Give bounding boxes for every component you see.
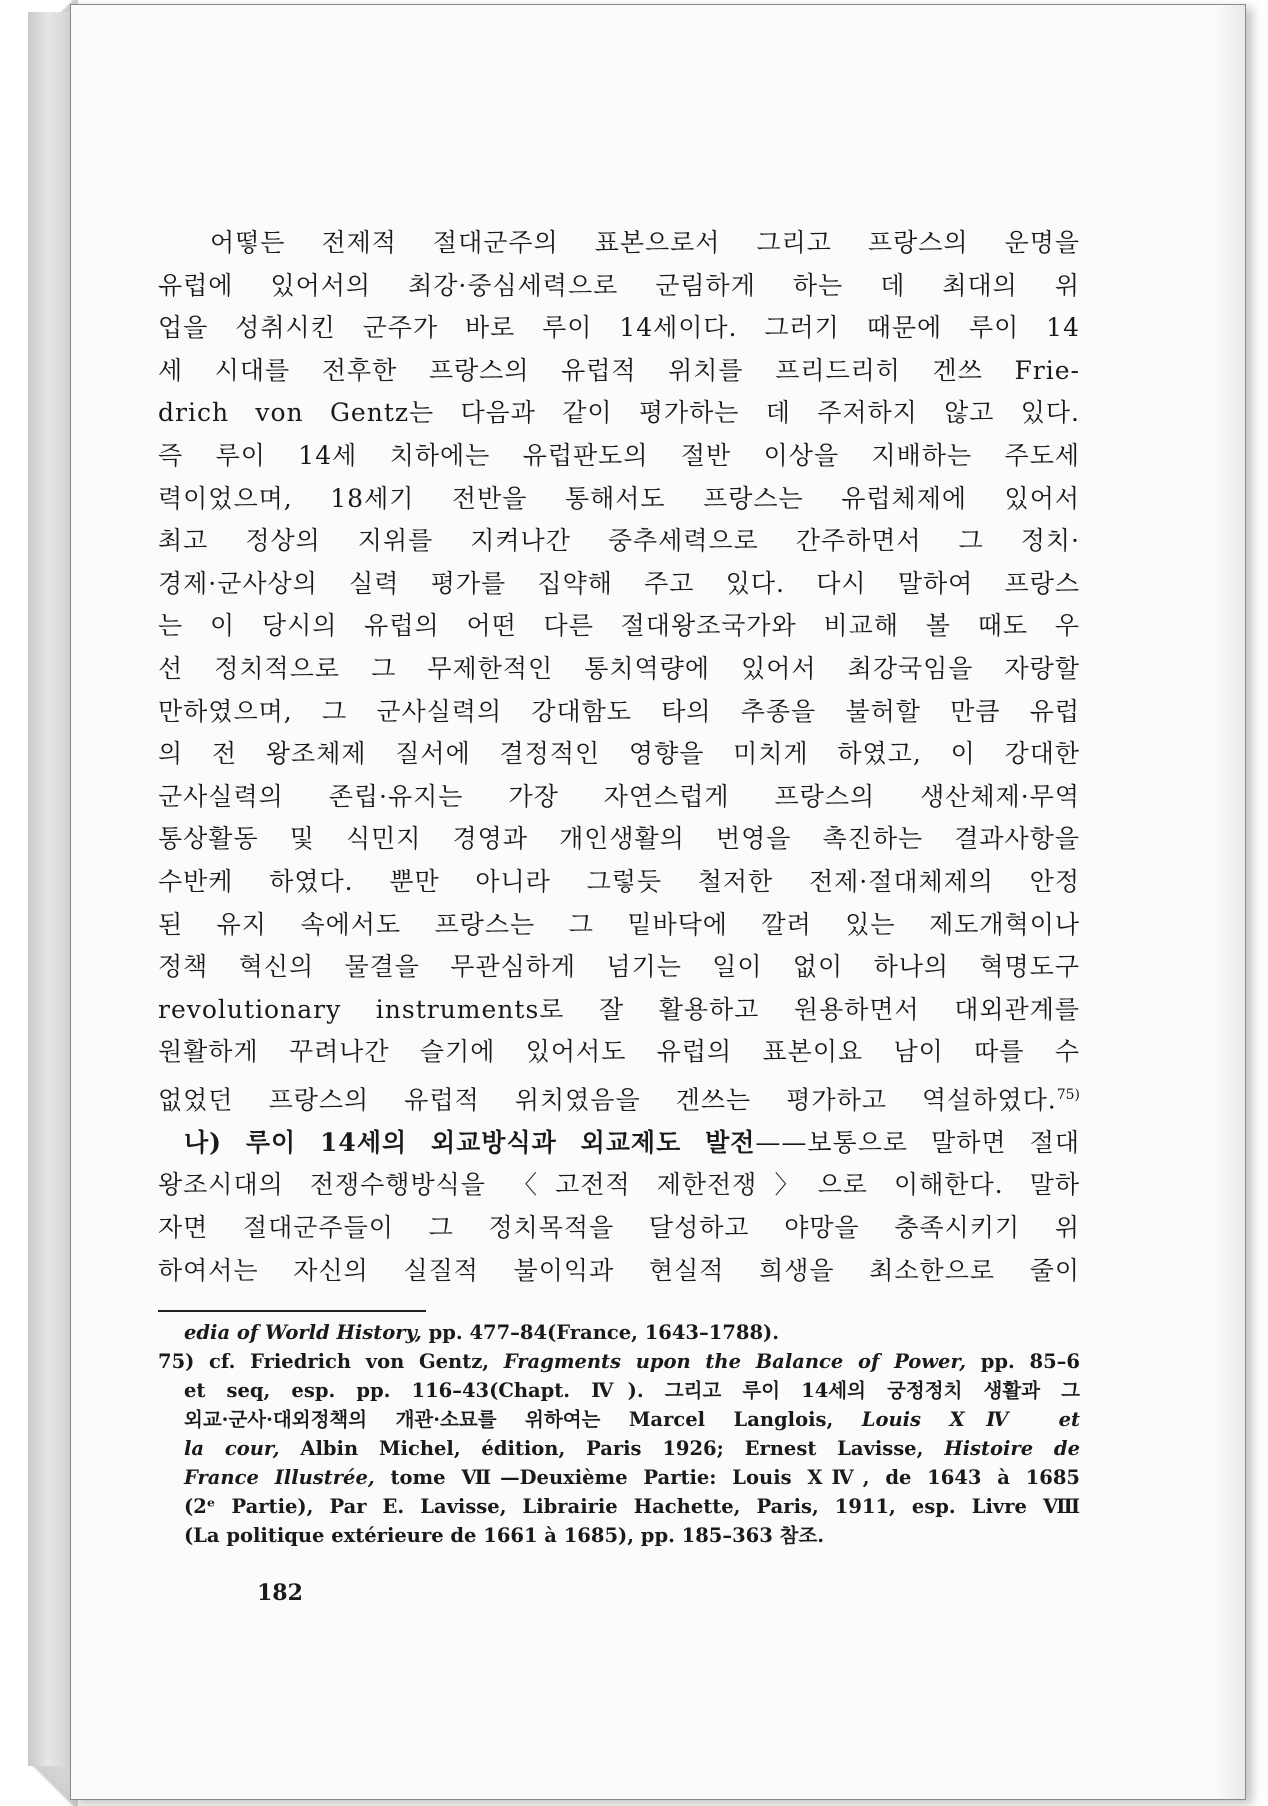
footnotes	[158, 1318, 1080, 1550]
section-line: 하여서는 자신의 실질적 불이익과 현실적 희생을 최소한으로 줄이	[158, 1255, 1080, 1285]
footnote-italic: Louis ⅩⅣ et	[861, 1408, 1081, 1431]
footnote-line: (La politique extérieure de 1661 à 1685), pp. 185–363 참조.	[184, 1524, 825, 1547]
body-line	[158, 1074, 1080, 1122]
footnote-line: (2ᵉ Partie), Par E. Lavisse, Librairie Hachette, Paris, 1911, esp. Livre Ⅷ	[184, 1495, 1080, 1518]
body-line: 선 정치적으로 그 무제한적인 통치역량에 있어서 최강국임을 자랑할	[158, 653, 1080, 683]
footnote-line	[158, 1434, 1080, 1463]
footnote-italic: edia of World History,	[184, 1321, 422, 1344]
section-heading: 나) 루이 14세의 외교방식과 외교제도 발전	[184, 1127, 756, 1157]
page-edge-shadow	[1215, 5, 1245, 1799]
body-line: 만하였으며, 그 군사실력의 강대함도 타의 추종을 불허할 만큼 유럽	[158, 696, 1080, 726]
footnote-italic: Histoire de	[944, 1437, 1080, 1460]
footnote-italic: France Illustrée,	[184, 1466, 375, 1489]
body-line: 된 유지 속에서도 프랑스는 그 밑바닥에 깔려 있는 제도개혁이나	[158, 909, 1080, 939]
footnote-line: et seq, esp. pp. 116–43(Chapt. Ⅳ). 그리고 루이 14세의 궁정정치 생활과 그	[184, 1379, 1080, 1402]
footnote-line	[158, 1318, 1080, 1347]
page-number: 182	[257, 1580, 303, 1606]
body-line: 수반케 하였다. 뿐만 아니라 그렇듯 철저한 전제·절대체제의 안정	[158, 866, 1080, 896]
body-line: 유럽에 있어서의 최강·중심세력으로 군림하게 하는 데 최대의 위	[158, 270, 1080, 300]
body-line: 경제·군사상의 실력 평가를 집약해 주고 있다. 다시 말하여 프랑스	[158, 568, 1080, 598]
body-line: drich von Gentz는 다음과 같이 평가하는 데 주저하지 않고 있다.	[158, 398, 1080, 428]
footnote-line	[158, 1405, 1080, 1434]
section-line-text: ——보통으로 말하면 절대	[755, 1127, 1080, 1157]
footnote-italic: Fragments upon the Balance of Power,	[503, 1350, 967, 1373]
body-line: 는 이 당시의 유럽의 어떤 다른 절대왕조국가와 비교해 볼 때도 우	[158, 611, 1080, 641]
body-line: 즉 루이 14세 치하에는 유럽판도의 절반 이상을 지배하는 주도세	[158, 440, 1080, 470]
footnote-text: Albin Michel, édition, Paris 1926; Ernest Lavisse,	[279, 1437, 945, 1460]
footnote-text: tome Ⅶ—Deuxième Partie: Louis ⅩⅣ, de 1643 à 1685	[374, 1466, 1080, 1489]
body-line: 통상활동 및 식민지 경영과 개인생활의 번영을 촉진하는 결과사항을	[158, 824, 1080, 854]
footnote-rule	[158, 1310, 426, 1312]
body-line: 어떻든 전제적 절대군주의 표본으로서 그리고 프랑스의 운명을	[210, 228, 1080, 257]
footnote-ref: 75)	[1056, 1086, 1080, 1103]
footnote-text: 외교·군사·대외정책의 개관·소묘를 위하여는 Marcel Langlois,	[184, 1408, 862, 1431]
book-spine	[28, 12, 72, 1794]
body-line: 정책 혁신의 물결을 무관심하게 넘기는 일이 없이 하나의 혁명도구	[158, 952, 1080, 982]
body-line: 원활하게 꾸려나간 슬기에 있어서도 유럽의 표본이요 남이 따를 수	[158, 1037, 1080, 1067]
section-line: 자면 절대군주들이 그 정치목적을 달성하고 야망을 충족시키기 위	[158, 1212, 1080, 1242]
body-line: 력이었으며, 18세기 전반을 통해서도 프랑스는 유럽체제에 있어서	[158, 483, 1080, 513]
footnote-italic: la cour,	[184, 1437, 280, 1460]
body-line-text: 없었던 프랑스의 유럽적 위치였음을 겐쓰는 평가하고 역설하였다.	[158, 1085, 1057, 1115]
body-line: 세 시대를 전후한 프랑스의 유럽적 위치를 프리드리히 겐쓰 Frie-	[158, 355, 1080, 385]
footnote-line	[158, 1463, 1080, 1492]
section-heading-line	[158, 1122, 1080, 1165]
footnote-text: 75) cf. Friedrich von Gentz,	[158, 1350, 504, 1373]
footnote-text: pp. 85–6	[966, 1350, 1080, 1373]
body-line: 의 전 왕조체제 질서에 결정적인 영향을 미치게 하였고, 이 강대한	[158, 739, 1080, 769]
body-line: revolutionary instruments로 잘 활용하고 원용하면서 대외관계를	[158, 994, 1080, 1024]
body-text	[158, 222, 1080, 1292]
section-line: 왕조시대의 전쟁수행방식을 〈고전적 제한전쟁〉으로 이해한다. 말하	[158, 1170, 1080, 1200]
footnote-text: pp. 477–84(France, 1643–1788).	[421, 1321, 780, 1344]
body-line: 최고 정상의 지위를 지켜나간 중추세력으로 간주하면서 그 정치·	[158, 526, 1080, 556]
body-line: 군사실력의 존립·유지는 가장 자연스럽게 프랑스의 생산체제·무역	[158, 781, 1080, 811]
footnote-line	[158, 1347, 1080, 1376]
body-line: 업을 성취시킨 군주가 바로 루이 14세이다. 그러기 때문에 루이 14	[158, 313, 1080, 343]
